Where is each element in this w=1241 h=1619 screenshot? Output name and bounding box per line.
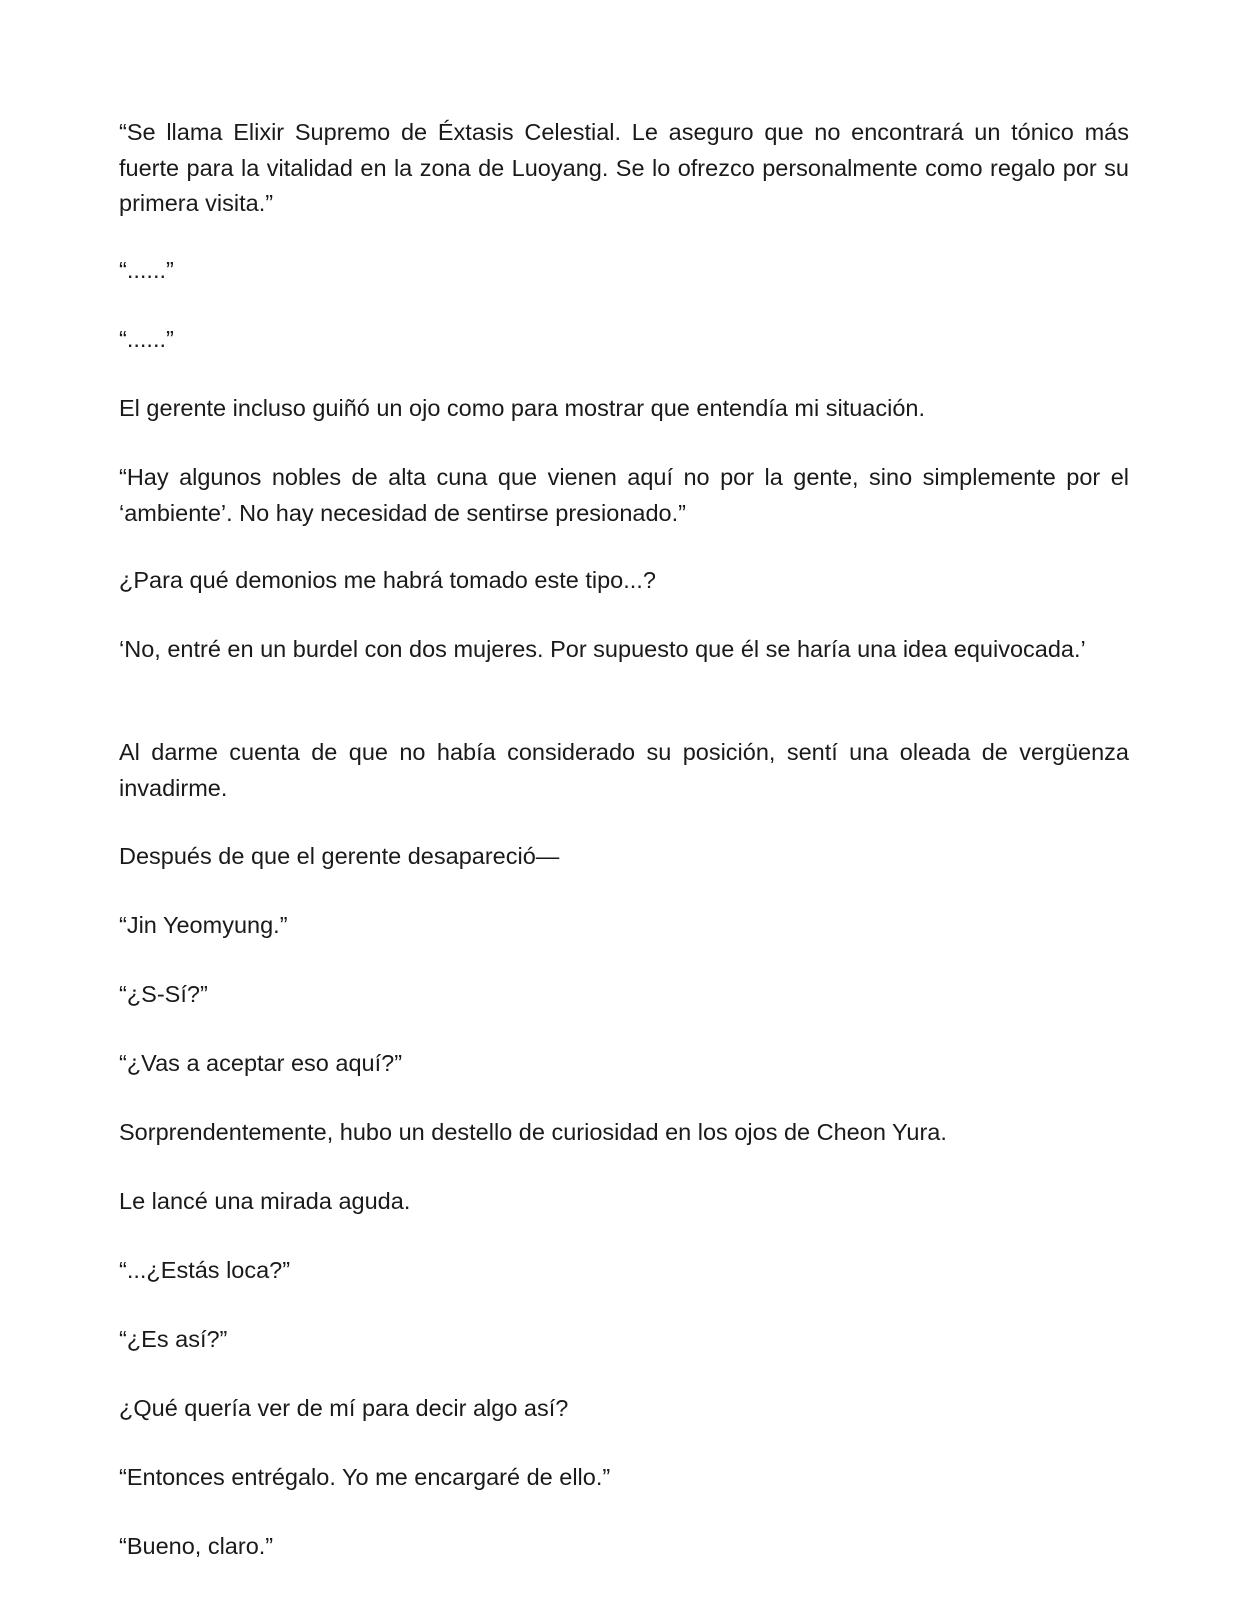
paragraph-ellipsis-1: “......” xyxy=(119,257,174,283)
paragraph-what-for: ¿Para qué demonios me habrá tomado este tipo...? xyxy=(119,567,656,593)
paragraph-burdel-thought: ‘No, entré en un burdel con dos mujeres. Por supuesto que él se haría una idea equivocada.’ xyxy=(119,636,1086,662)
paragraph-ellipsis-2: “......” xyxy=(119,326,174,352)
paragraph-sharp-look: Le lancé una mirada aguda. xyxy=(119,1188,411,1214)
paragraph-verguenza: Al darme cuenta de que no había considerado su posición, sentí una oleada de vergüenza invadirme. xyxy=(119,739,1129,801)
paragraph-manager-wink: El gerente incluso guiñó un ojo como para mostrar que entendía mi situación. xyxy=(119,395,925,421)
paragraph-estas-loca: “...¿Estás loca?” xyxy=(119,1257,291,1283)
paragraph-curiosity: Sorprendentemente, hubo un destello de curiosidad en los ojos de Cheon Yura. xyxy=(119,1119,947,1145)
paragraph-jin-yeomyung: “Jin Yeomyung.” xyxy=(119,912,288,938)
paragraph-nobles-ambiente: “Hay algunos nobles de alta cuna que vienen aquí no por la gente, sino simplemente por el ‘ambiente’. No hay necesidad de sentirse presionado.” xyxy=(119,464,1129,526)
paragraph-entregalo: “Entonces entrégalo. Yo me encargaré de ello.” xyxy=(119,1464,611,1490)
paragraph-what-see: ¿Qué quería ver de mí para decir algo así? xyxy=(119,1395,569,1421)
paragraph-es-asi: “¿Es así?” xyxy=(119,1326,228,1352)
paragraph-accept-here: “¿Vas a aceptar eso aquí?” xyxy=(119,1050,403,1076)
paragraph-bueno-claro: “Bueno, claro.” xyxy=(119,1533,274,1559)
paragraph-manager-gone: Después de que el gerente desapareció— xyxy=(119,843,560,869)
paragraph-s-si: “¿S-Sí?” xyxy=(119,981,208,1007)
paragraph-elixir-offer: “Se llama Elixir Supremo de Éxtasis Celestial. Le aseguro que no encontrará un tónico más fuerte para la vitalidad en la zona de Luoyang. Se lo ofrezco personalmente como regalo por su primera visita.” xyxy=(119,119,1129,216)
